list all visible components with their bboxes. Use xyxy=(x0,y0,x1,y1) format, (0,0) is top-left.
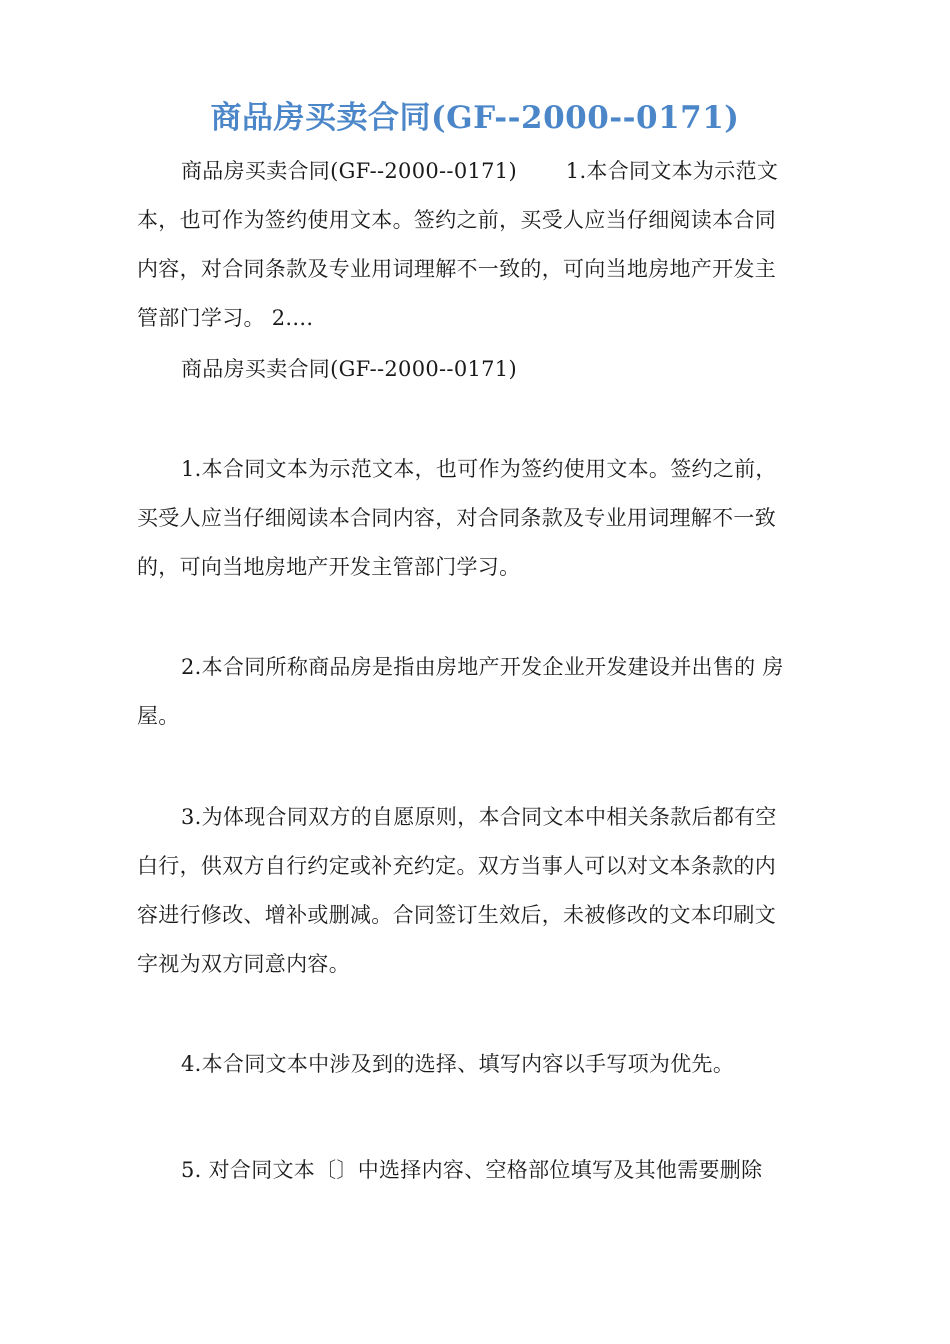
clause-line: 3.为体现合同双方的自愿原则，本合同文本中相关条款后都有空 xyxy=(181,805,777,829)
clause-line: 2.本合同所称商品房是指由房地产开发企业开发建设并出售的 房 xyxy=(181,655,784,679)
summary-line: 本，也可作为签约使用文本。签约之前，买受人应当仔细阅读本合同 xyxy=(137,208,776,232)
clause-line: 买受人应当仔细阅读本合同内容，对合同条款及专业用词理解不一致 xyxy=(137,506,776,530)
summary-paragraph xyxy=(137,147,827,343)
document-title: 商品房买卖合同(GF--2000--0171) xyxy=(210,100,740,136)
clause-line: 屋。 xyxy=(137,704,180,728)
summary-line: 管部门学习。 2.... xyxy=(137,306,314,330)
heading-repeat xyxy=(137,345,827,394)
summary-line: 商品房买卖合同(GF--2000--0171) 1.本合同文本为示范文 xyxy=(181,159,779,183)
heading-repeat-line: 商品房买卖合同(GF--2000--0171) xyxy=(181,357,517,381)
clause-line: 容进行修改、增补或删减。合同签订生效后，未被修改的文本印刷文 xyxy=(137,903,776,927)
clause-line: 的，可向当地房地产开发主管部门学习。 xyxy=(137,555,521,579)
clause-2 xyxy=(137,643,827,741)
clause-5 xyxy=(137,1146,827,1195)
clause-line: 5. 对合同文本〔〕中选择内容、空格部位填写及其他需要删除 xyxy=(181,1158,763,1182)
clause-4 xyxy=(137,1040,827,1089)
clause-1 xyxy=(137,445,827,592)
clause-line: 白行，供双方自行约定或补充约定。双方当事人可以对文本条款的内 xyxy=(137,854,776,878)
clause-line: 4.本合同文本中涉及到的选择、填写内容以手写项为优先。 xyxy=(181,1052,735,1076)
clause-3 xyxy=(137,793,827,989)
clause-line: 字视为双方同意内容。 xyxy=(137,952,350,976)
clause-line: 1.本合同文本为示范文本，也可作为签约使用文本。签约之前， xyxy=(181,457,777,481)
summary-line: 内容，对合同条款及专业用词理解不一致的，可向当地房地产开发主 xyxy=(137,257,776,281)
